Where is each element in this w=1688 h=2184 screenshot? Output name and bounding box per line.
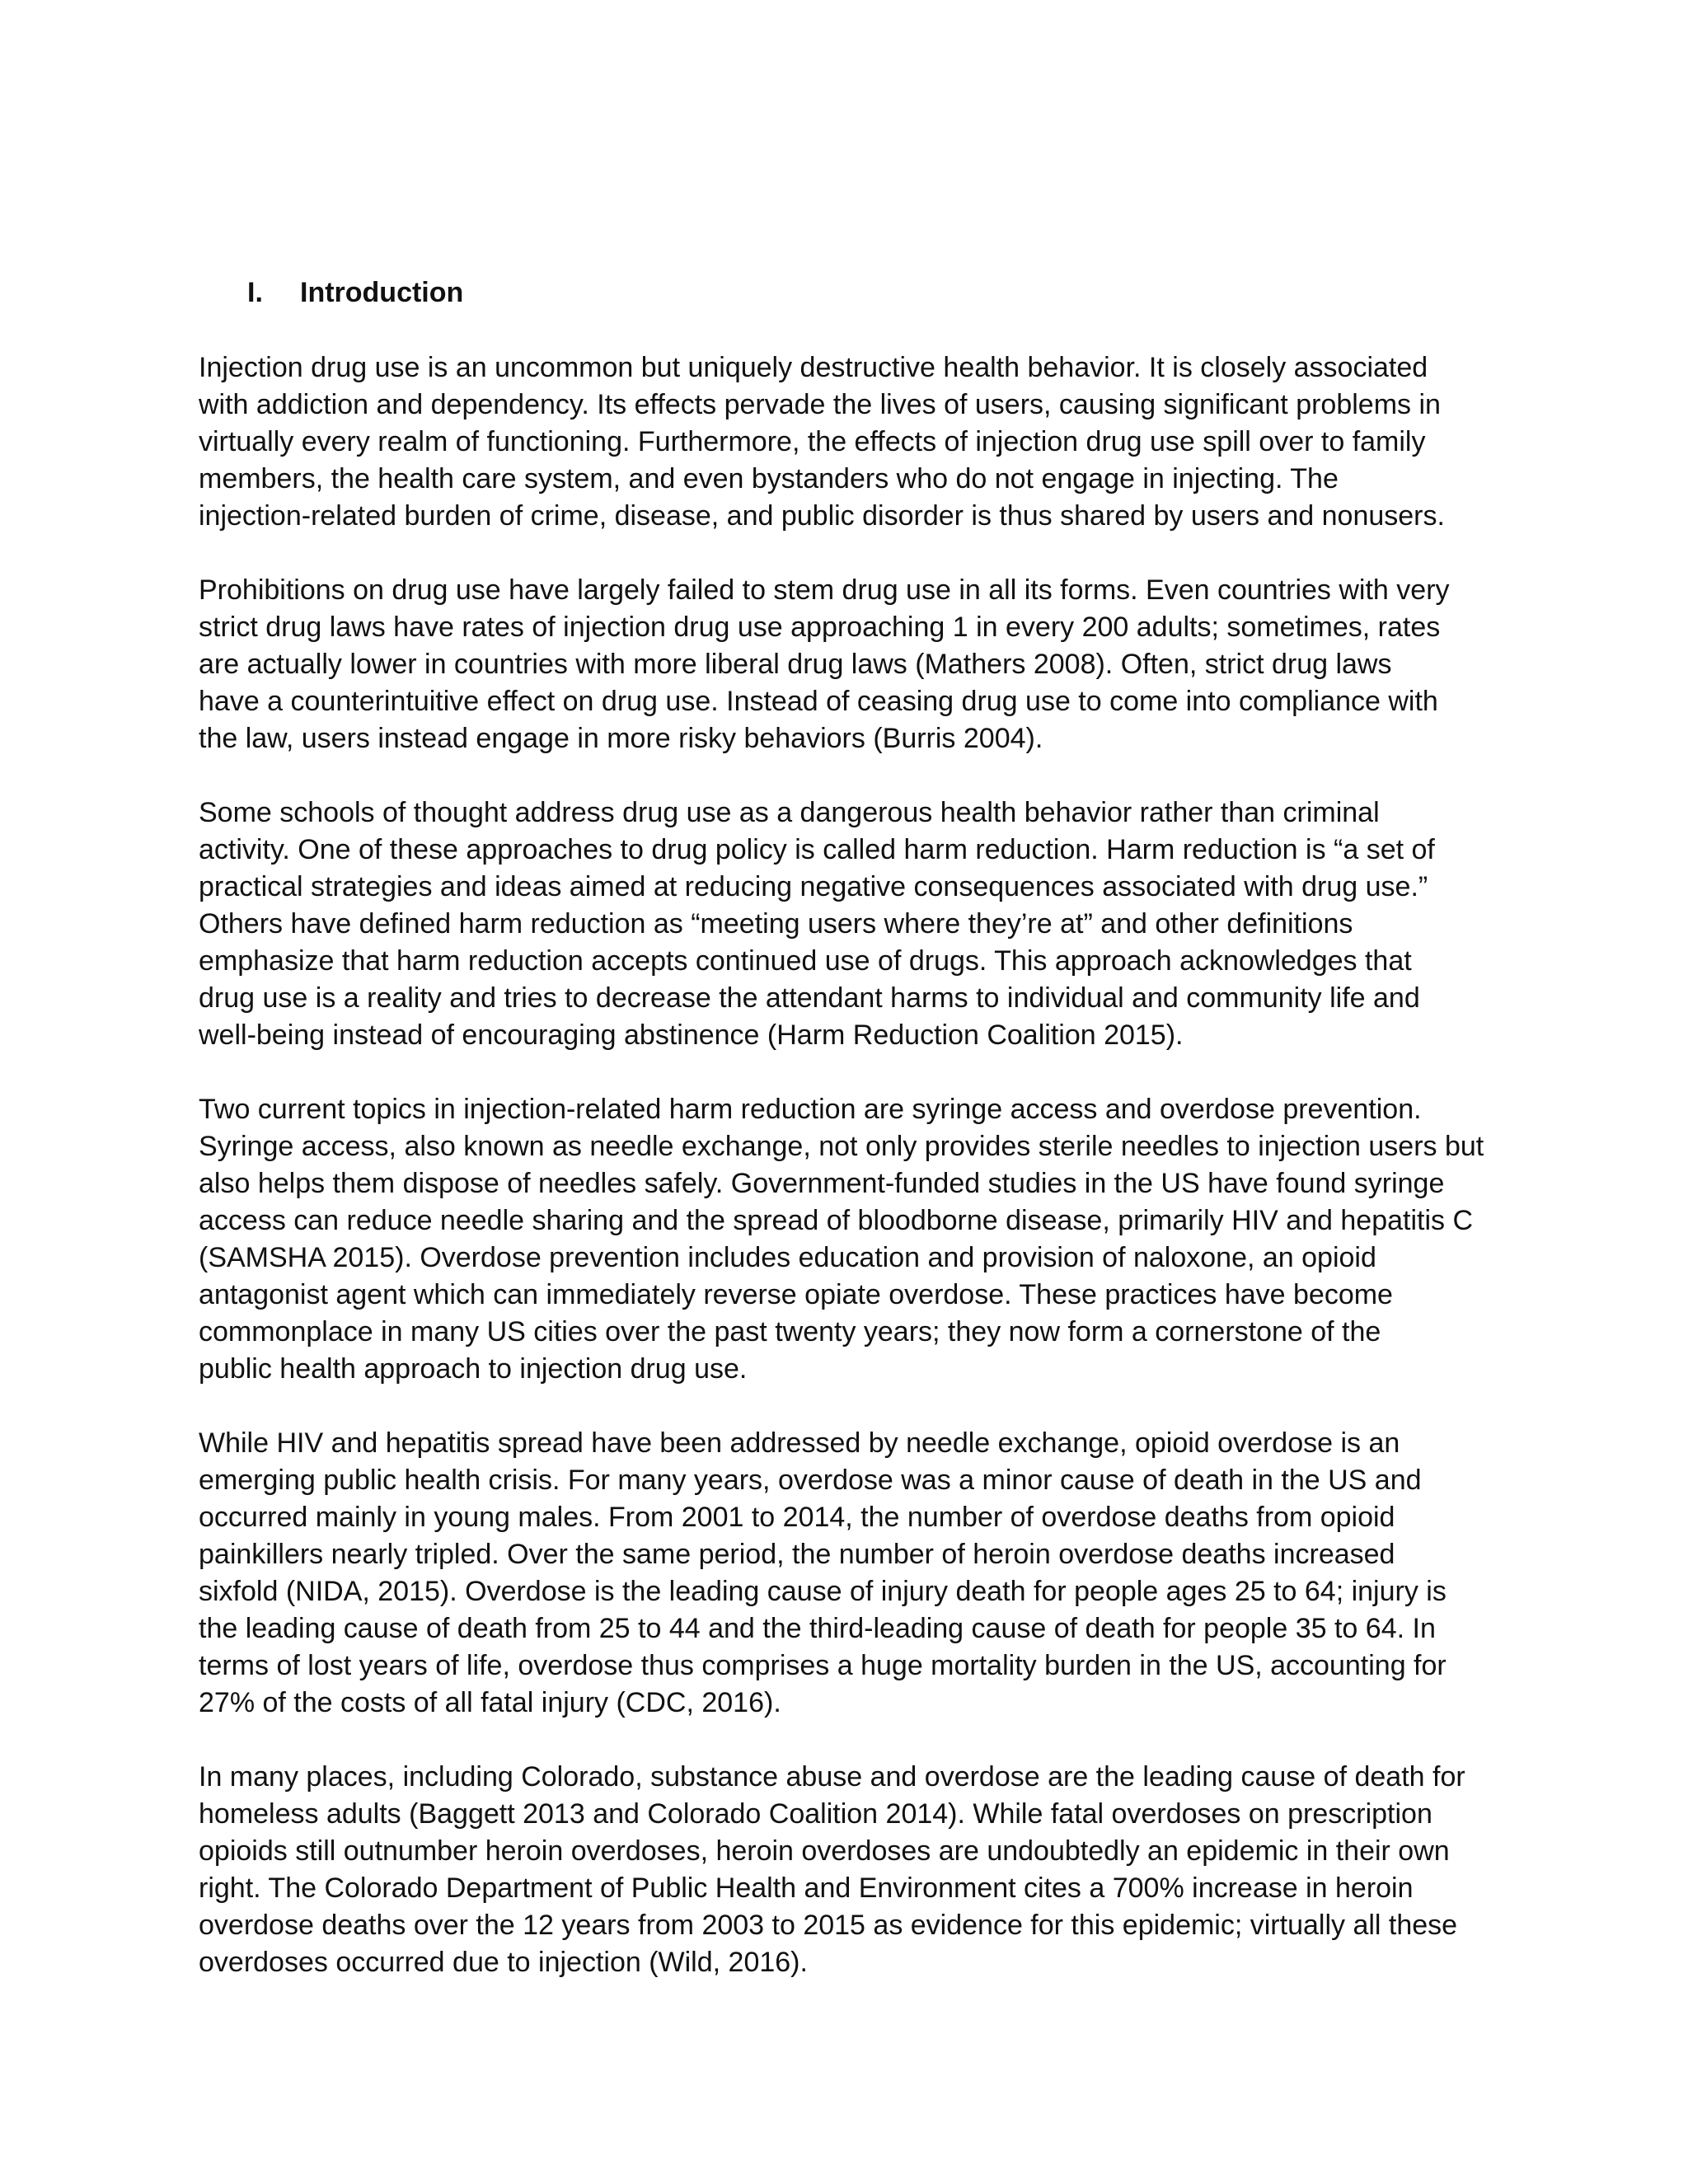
text-line: members, the health care system, and even bystanders who do not engage in injecting. The bbox=[199, 463, 1339, 494]
text-line: While HIV and hepatitis spread have been addressed by needle exchange, opioid overdose is an bbox=[199, 1427, 1400, 1459]
text-line: the law, users instead engage in more risky behaviors (Burris 2004). bbox=[199, 723, 1043, 754]
text-line: Prohibitions on drug use have largely failed to stem drug use in all its forms. Even countries with very bbox=[199, 574, 1450, 606]
text-line: (SAMSHA 2015). Overdose prevention includes education and provision of naloxone, an opioid bbox=[199, 1242, 1376, 1273]
text-line: painkillers nearly tripled. Over the same period, the number of heroin overdose deaths increased bbox=[199, 1539, 1395, 1570]
text-line: virtually every realm of functioning. Furthermore, the effects of injection drug use spill over to family bbox=[199, 426, 1426, 457]
text-line: have a counterintuitive effect on drug use. Instead of ceasing drug use to come into compliance with bbox=[199, 686, 1438, 717]
text-line: homeless adults (Baggett 2013 and Colorado Coalition 2014). While fatal overdoses on prescription bbox=[199, 1798, 1432, 1830]
text-line: injection-related burden of crime, disease, and public disorder is thus shared by users and nonusers. bbox=[199, 500, 1445, 532]
text-line: Syringe access, also known as needle exchange, not only provides sterile needles to injection users but bbox=[199, 1131, 1484, 1162]
paragraph-3 bbox=[199, 794, 1501, 1054]
paragraph-4 bbox=[199, 1091, 1501, 1388]
text-line: terms of lost years of life, overdose thus comprises a huge mortality burden in the US, accounting for bbox=[199, 1650, 1447, 1681]
text-line: Others have defined harm reduction as “meeting users where they’re at” and other definitions bbox=[199, 908, 1353, 940]
text-line: In many places, including Colorado, substance abuse and overdose are the leading cause of death for bbox=[199, 1761, 1465, 1793]
paragraph-5 bbox=[199, 1425, 1501, 1722]
section-number: I. bbox=[247, 277, 263, 308]
text-line: also helps them dispose of needles safely. Government-funded studies in the US have found syringe bbox=[199, 1168, 1445, 1199]
text-line: overdoses occurred due to injection (Wild, 2016). bbox=[199, 1947, 808, 1978]
text-line: right. The Colorado Department of Public Health and Environment cites a 700% increase in heroin bbox=[199, 1872, 1414, 1904]
text-line: are actually lower in countries with more liberal drug laws (Mathers 2008). Often, strict drug laws bbox=[199, 649, 1392, 680]
text-line: overdose deaths over the 12 years from 2003 to 2015 as evidence for this epidemic; virtually all these bbox=[199, 1910, 1458, 1941]
text-line: with addiction and dependency. Its effects pervade the lives of users, causing significant problems in bbox=[199, 389, 1441, 420]
paragraph-1 bbox=[199, 349, 1501, 535]
paragraph-2 bbox=[199, 572, 1501, 757]
paragraph-6 bbox=[199, 1759, 1501, 1981]
text-line: Some schools of thought address drug use as a dangerous health behavior rather than criminal bbox=[199, 797, 1380, 828]
document-body bbox=[199, 349, 1501, 2018]
text-line: the leading cause of death from 25 to 44 and the third-leading cause of death for people 35 to 64. In bbox=[199, 1613, 1436, 1644]
text-line: Two current topics in injection-related harm reduction are syringe access and overdose prevention. bbox=[199, 1094, 1422, 1125]
section-heading bbox=[247, 274, 463, 311]
text-line: Injection drug use is an uncommon but uniquely destructive health behavior. It is closely associated bbox=[199, 352, 1428, 383]
text-line: practical strategies and ideas aimed at reducing negative consequences associated with drug use.” bbox=[199, 871, 1428, 902]
section-title: Introduction bbox=[300, 277, 464, 308]
text-line: drug use is a reality and tries to decrease the attendant harms to individual and community life and bbox=[199, 982, 1420, 1014]
text-line: activity. One of these approaches to drug policy is called harm reduction. Harm reduction is “a set of bbox=[199, 834, 1435, 865]
text-line: emerging public health crisis. For many years, overdose was a minor cause of death in the US and bbox=[199, 1465, 1422, 1496]
text-line: occurred mainly in young males. From 2001 to 2014, the number of overdose deaths from opioid bbox=[199, 1502, 1395, 1533]
text-line: sixfold (NIDA, 2015). Overdose is the leading cause of injury death for people ages 25 to 64; injury is bbox=[199, 1576, 1447, 1607]
text-line: access can reduce needle sharing and the spread of bloodborne disease, primarily HIV and hepatitis C bbox=[199, 1205, 1474, 1236]
text-line: public health approach to injection drug use. bbox=[199, 1353, 748, 1385]
text-line: emphasize that harm reduction accepts continued use of drugs. This approach acknowledges that bbox=[199, 945, 1412, 977]
text-line: antagonist agent which can immediately reverse opiate overdose. These practices have become bbox=[199, 1279, 1393, 1310]
text-line: strict drug laws have rates of injection drug use approaching 1 in every 200 adults; sometimes, rates bbox=[199, 612, 1441, 643]
text-line: commonplace in many US cities over the past twenty years; they now form a cornerstone of the bbox=[199, 1316, 1381, 1347]
text-line: opioids still outnumber heroin overdoses, heroin overdoses are undoubtedly an epidemic in their own bbox=[199, 1835, 1450, 1867]
text-line: well-being instead of encouraging abstinence (Harm Reduction Coalition 2015). bbox=[199, 1019, 1184, 1051]
text-line: 27% of the costs of all fatal injury (CDC, 2016). bbox=[199, 1687, 781, 1718]
